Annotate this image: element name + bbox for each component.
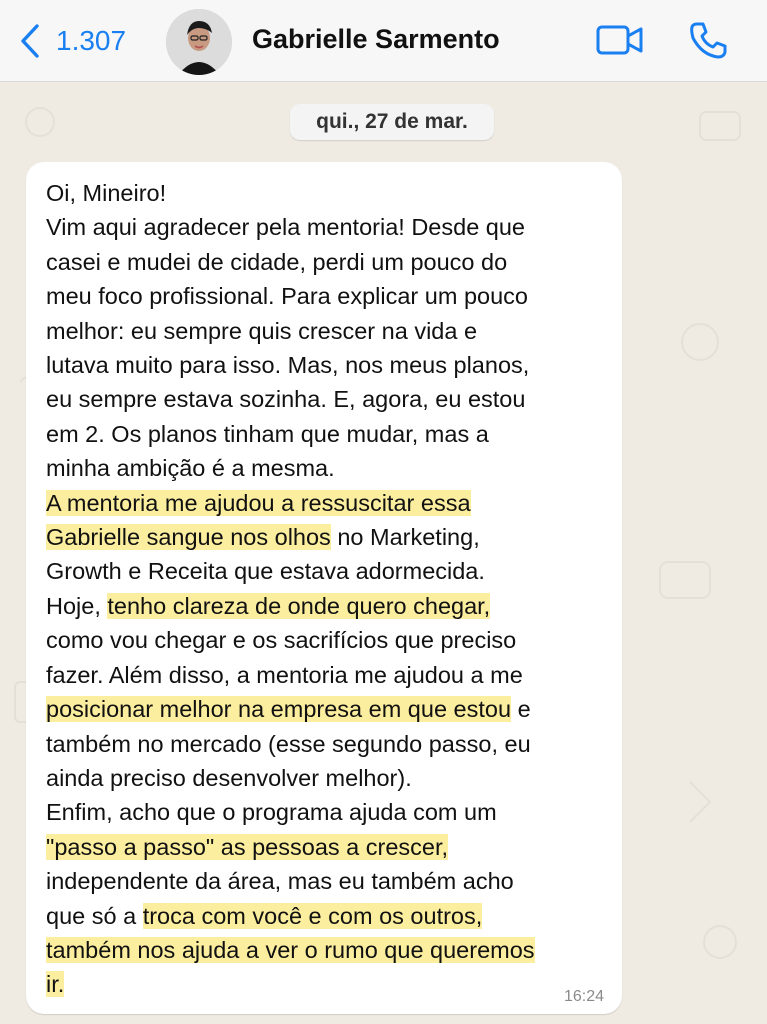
video-camera-icon: [596, 22, 644, 58]
highlighted-text: tenho clareza de onde quero chegar,: [107, 592, 491, 619]
back-button[interactable]: [18, 20, 126, 62]
phone-icon: [688, 20, 728, 60]
message-bubble[interactable]: [26, 162, 622, 1014]
message-text: [46, 176, 604, 1002]
voice-call-button[interactable]: [688, 20, 728, 60]
highlighted-text: posicionar melhor na empresa em que estou: [46, 696, 512, 723]
contact-name[interactable]: Gabrielle Sarmento: [252, 24, 500, 54]
message-timestamp: 16:24: [563, 988, 604, 1005]
unread-count: 1.307: [56, 25, 127, 56]
highlighted-text: "passo a passo" as pessoas a crescer,: [46, 833, 449, 860]
highlighted-text: troca com você e com os outros, também nos ajuda a ver o rumo que queremos ir.: [46, 902, 535, 998]
date-separator: qui., 27 de mar.: [290, 104, 494, 140]
chat-header: [0, 0, 767, 82]
message-text-segment: e também no mercado (esse segundo passo, eu ainda preciso desenvolver melhor). Enfim, acho que o programa ajuda com um: [46, 696, 531, 826]
message-text-segment: independente da área, mas eu também acho que só a: [46, 868, 514, 929]
avatar[interactable]: [166, 9, 232, 75]
highlighted-text: A mentoria me ajudou a ressuscitar essa Gabrielle sangue nos olhos: [46, 489, 471, 551]
video-call-button[interactable]: [596, 22, 644, 58]
chevron-left-icon: [18, 21, 42, 61]
avatar-photo: [166, 9, 232, 75]
message-text-segment: Oi, Mineiro! Vim aqui agradecer pela mentoria! Desde que casei e mudei de cidade, perdi um pouco do meu foco profissional. Para explicar um pouco melhor: eu sempre quis crescer na vida e lutava muito para isso. Mas, nos meus planos, eu sempre estava sozinha. E, agora, eu estou em 2. Os planos tinham que mudar, mas a minha ambição é a mesma.: [46, 180, 530, 482]
message-text-segment: como vou chegar e os sacrifícios que preciso fazer. Além disso, a mentoria me ajudou a me: [46, 627, 523, 688]
message-text-segment: no Marketing, Growth e Receita que estava adormecida. Hoje,: [46, 524, 485, 619]
